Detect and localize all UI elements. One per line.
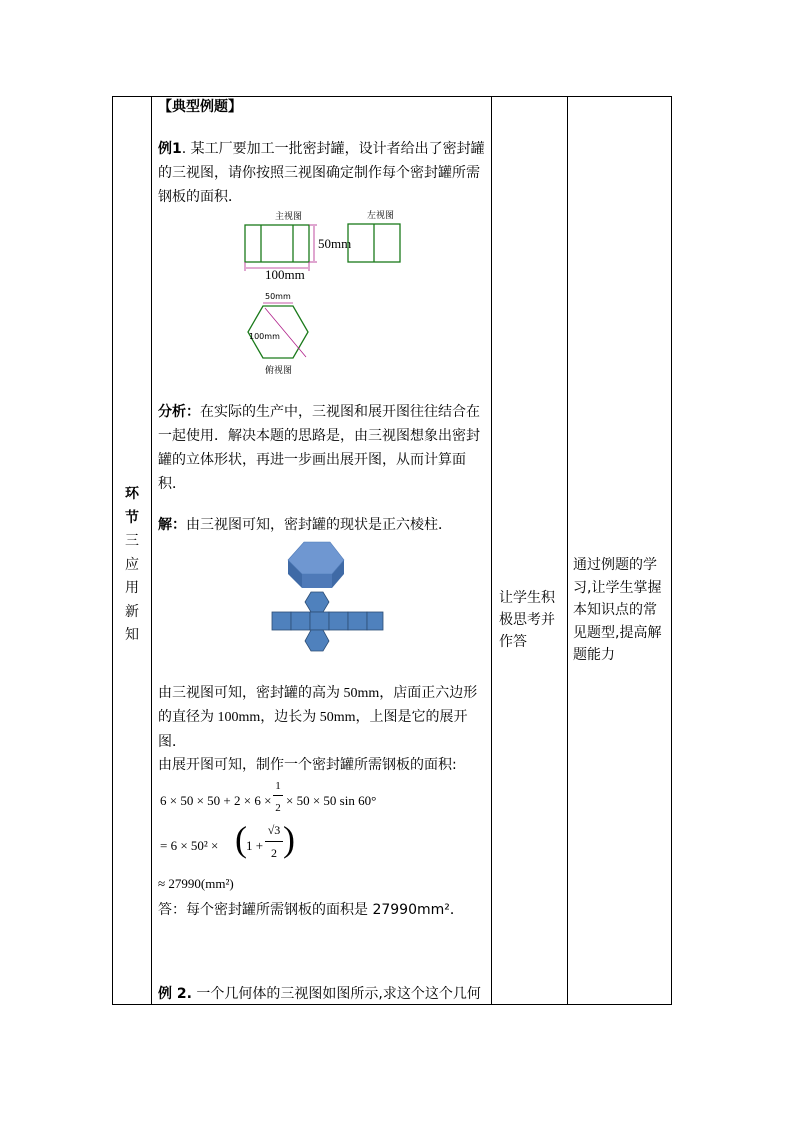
section-header: 【典型例题】 (158, 99, 242, 115)
width-dim-label: 100mm (265, 267, 305, 282)
student-activity-line: 极思考并 (499, 612, 555, 628)
prism-net (272, 592, 383, 651)
analysis-label: 分析： (158, 404, 200, 420)
left-view (348, 224, 400, 262)
stage-label (113, 483, 151, 648)
edge-dim-label: 50mm (265, 292, 291, 301)
body-line: 由展开图可知，制作一个密封罐所需钢板的面积: (158, 757, 457, 773)
prism-net-figure (266, 540, 384, 652)
design-intent-line: 题能力 (573, 647, 615, 663)
stage-char: 用 (125, 580, 139, 596)
column-divider (567, 97, 568, 1004)
answer-line: 答：每个密封罐所需钢板的面积是 27990mm²． (158, 902, 464, 918)
stage-char: 三 (125, 533, 139, 549)
design-intent (573, 554, 671, 667)
column-divider (491, 97, 492, 1004)
left-view-label: 左视图 (367, 211, 395, 221)
three-views-figure (243, 207, 413, 377)
front-view (245, 225, 309, 262)
fraction-numerator: 1 (275, 780, 281, 792)
example2-label: 例 2. (158, 986, 192, 1002)
analysis-line: 积． (158, 476, 186, 492)
design-intent-line: 本知识点的常 (573, 602, 657, 618)
right-paren: ) (283, 819, 295, 859)
example1-line: 例1. 某工厂要加工一批密封罐，设计者给出了密封罐 (158, 141, 485, 157)
example1-line: 的三视图，请你按照三视图确定制作每个密封罐所需 (158, 165, 480, 181)
body-line: 图． (158, 734, 186, 750)
hexagonal-prism (288, 542, 344, 588)
height-dim-label: 50mm (318, 236, 352, 251)
example2-line: 例 2. 一个几何体的三视图如图所示,求这个这个几何 (158, 986, 481, 1002)
height-dimension (309, 225, 317, 262)
design-intent-line: 通过例题的学 (573, 557, 657, 573)
fraction-denominator: 2 (275, 802, 281, 814)
analysis-line: 罐的立体形状，再进一步画出展开图，从而计算面 (158, 452, 466, 468)
design-intent-line: 习,让学生掌握 (573, 579, 662, 596)
analysis-line: 一起使用．解决本题的思路是，由三视图想象出密封 (158, 428, 480, 444)
example1-label: 例1 (158, 141, 182, 157)
analysis-line: 分析：在实际的生产中，三视图和展开图往往结合在 (158, 404, 480, 420)
fraction-denominator: 2 (271, 846, 277, 860)
lesson-table: 环 节 三 应 用 新 知 【典型例题】 例1. 某工厂要加工一批密封罐，设计者给出了密封罐 的三视图，请你按照三视图确定制作每个密封罐所需 钢板的面积． 主视图 左视图 50mm 100mm 50mm 100mm 俯视图 分析：在实际的生产中，三视图和展开图往往结合在 一起使用．解决本题的思路是，由三视图想象出密封 罐的立体形状，再进一步画出展开图，从而计算面 积． 解：由三视图可知，密封罐的现状是正六棱柱． 由三视图可知，密封罐的高为 50mm，店面正六边形 的直径为 100mm，边长为 50mm，上图是它的展开 图． 由展开图可知，制作一个密封罐所需钢板的面积: 6 × 50 × 50 + 2 × 6 × 1 2 × 50 × 50 sin 60° = 6 × 50² × ( 1 + √3 2 ) ≈ 27990(mm²) 答：每个密封罐所需钢板的面积是 27990mm²． 例 2. 一个几何体的三视图如图所示,求这个这个几何 让学生积 极思考并 作答 通过例题的学 习,让学生掌握 本知识点的常 见题型,提高解 题能力 (112, 96, 672, 1005)
front-view-label: 主视图 (275, 212, 303, 222)
body-line: 的直径为 100mm，边长为 50mm，上图是它的展开 (158, 710, 468, 725)
student-activity-line: 让学生积 (499, 590, 555, 606)
left-paren: ( (235, 819, 247, 859)
column-divider (151, 97, 152, 1004)
example1-line: 钢板的面积． (158, 189, 242, 205)
formula-line-3: ≈ 27990(mm²) (158, 876, 234, 891)
stage-char: 知 (125, 627, 139, 643)
design-intent-line: 见题型,提高解 (573, 624, 662, 641)
student-activity (499, 587, 559, 653)
solution-line: 解：由三视图可知，密封罐的现状是正六棱柱． (158, 517, 452, 533)
fraction-bar (265, 841, 283, 842)
top-view-label: 俯视图 (265, 366, 293, 376)
diag-dim-label: 100mm (249, 332, 280, 341)
student-activity-line: 作答 (499, 634, 527, 650)
solution-label: 解： (158, 517, 186, 533)
fraction-bar (273, 795, 283, 796)
stage-char: 应 (125, 556, 139, 573)
body-line: 由三视图可知，密封罐的高为 50mm，店面正六边形 (158, 686, 478, 701)
fraction-numerator: √3 (267, 823, 281, 837)
stage-char: 新 (125, 603, 139, 620)
stage-char: 节 (125, 509, 139, 526)
stage-char: 环 (125, 486, 139, 502)
